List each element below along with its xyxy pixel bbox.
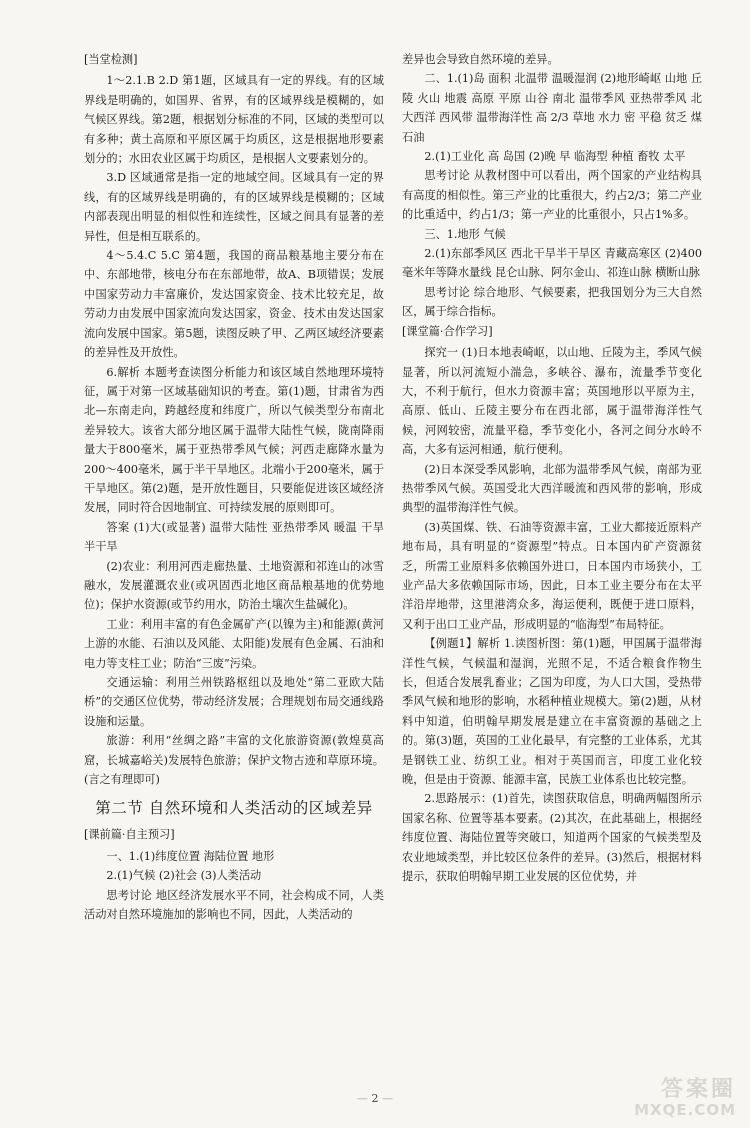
site-watermark <box>596 1077 736 1122</box>
discussion-answer-1-cont: 差异也会导致自然环境的差异。 <box>402 53 559 66</box>
discussion-answer-3: 思考讨论 综合地形、气候要素，把我国划分为三大自然区，属于综合指标。 <box>402 285 702 319</box>
preview-answer-section-3: 三、1.地形 气候 <box>424 227 506 241</box>
section-tag-in-class-test: [当堂检测] <box>84 53 138 66</box>
watermark-line-1: 答案圈 <box>660 1077 736 1102</box>
section-tag-pre-class: [课前篇·自主预习] <box>84 828 175 842</box>
section-title: 第二节 自然环境和人类活动的区域差异 <box>95 799 373 818</box>
answer-6-key: 答案 (1)大(或显著) 温带大陆性 亚热带季风 暖温 干旱 半干旱 <box>84 520 384 554</box>
discussion-answer-2: 思考讨论 从教材图中可以看出，两个国家的产业结构具有高度的相似性。第三产业的比重很大，约占2/3；第二产业的比重适中，约占1/3；第一产业的比重很小，只占1%多。 <box>402 169 702 222</box>
answer-1-2: 1～2.1.B 2.D 第1题，区域具有一定的界线。有的区域界线是明确的，如国界、省界，有的区域界线是模糊的，如气候区界线。第2题，根据划分标准的不同，区域的类型可以有多种；黄土高原和平原区属于均质区，这是根据地形要素划分的；水田农业区属于均质区，是根据人文要素划分的。 <box>84 74 384 166</box>
example-1-approach: 2.思路展示：(1)首先，读图获取信息，明确两幅图所示国家名称、位置等基本要素。(2)其次，在此基础上，根据经纬度位置、海陆位置等突破口，知道两个国家的气候类型及农业地域类型，并比较区位条件的差异。(3)然后，根据材料提示，获取伯明翰早期工业发展的区位优势，并 <box>402 792 702 884</box>
answer-4-5: 4～5.4.C 5.C 第4题，我国的商品粮基地主要分布在中、东部地带，核电分布在东部地带，故A、B项错误；发展中国家劳动力丰富廉价，发达国家资金、技术比较充足，故劳动力由发展中国家流向发达国家，资金、技术由发达国家流向发展中国家。第5题，读图反映了甲、乙两区域经济要素的差异性及开放性。 <box>84 249 384 360</box>
left-column <box>84 50 384 924</box>
answer-6-industry: 工业：利用丰富的有色金属矿产(以镍为主)和能源(黄河上游的水能、石油以及风能、太阳能)发展有色金属、石油和电力等支柱工业；防治“三废”污染。 <box>84 617 384 670</box>
discussion-answer-1: 思考讨论 地区经济发展水平不同，社会构成不同，人类活动对自然环境施加的影响也不同，因此，人类活动的 <box>84 888 384 922</box>
page-number: — 2 — <box>0 1092 750 1105</box>
preview-answer-section-2-item-2: 2.(1)工业化 高 岛国 (2)晚 早 临海型 种植 畜牧 太平 <box>424 150 686 164</box>
inquiry-1-part-1: 探究一 (1)日本地表崎岖，以山地、丘陵为主，季风气候显著，所以河流短小湍急，多峡谷、瀑布，流量季节变化大，不利于航行，但水力资源丰富；英国地形以平原为主，高原、低山、丘陵主要分布在西北部，属于温带海洋性气候，河网较密，流量平稳，季节变化小，各河之间分水岭不高，大多有运河相通，航行便利。 <box>402 346 702 457</box>
preview-answer-2: 2.(1)气候 (2)社会 (3)人类活动 <box>106 869 262 883</box>
example-1-analysis: 【例题1】解析 1.读图析图：第(1)题，甲国属于温带海洋性气候，气候温和湿润，光照不足，不适合粮食作物生长，但适合发展乳畜业；乙国为印度，为人口大国，受热带季风气候和地形的影响，水稻种植业规模大。第(2)题，从材料中知道，伯明翰早期发展是建立在丰富资源的基础之上的。第(3)题，英国的工业化最早，有完整的工业体系，尤其是钢铁工业、纺织工业。相对于英国而言，印度工业化较晚，但是由于资源、能源丰富，民族工业体系也比较完整。 <box>402 637 702 787</box>
right-column <box>402 50 702 886</box>
inquiry-1-part-3: (3)英国煤、铁、石油等资源丰富，工业大都接近原料产地布局，具有明显的“资源型”特点。日本国内矿产资源贫乏，所需工业原料多依赖国外进口，日本国内市场狭小，工业产品大多依赖国际市场，因此，日本工业主要分布在太平洋沿岸地带，这里港湾众多，海运便利，既便于进口原料，又利于出口工业产品，形成明显的“临海型”布局特征。 <box>402 520 702 631</box>
preview-answer-section-3-item-2: 2.(1)东部季风区 西北干旱半干旱区 青藏高寒区 (2)400毫米年等降水量线 昆仑山脉、阿尔金山、祁连山脉 横断山脉 <box>402 247 702 280</box>
watermark-line-2: MXQE.COM <box>634 1101 736 1119</box>
answer-6-tourism: 旅游：利用“丝绸之路”丰富的文化旅游资源(敦煌莫高窟，长城嘉峪关)发展特色旅游；保护文物古迹和草原环境。(言之有理即可) <box>84 734 384 787</box>
inquiry-1-part-2: (2)日本深受季风影响，北部为温带季风气候，南部为亚热带季风气候。英国受北大西洋暖流和西风带的影响，形成典型的温带海洋性气候。 <box>402 462 702 515</box>
answer-6-agriculture: (2)农业：利用河西走廊热量、土地资源和祁连山的冰雪融水，发展灌溉农业(或巩固西北地区商品粮基地的优势地位)；保护水资源(或节约用水，防治土壤次生盐碱化)。 <box>84 559 384 612</box>
preview-answer-1: 一、1.(1)纬度位置 海陆位置 地形 <box>106 849 275 863</box>
preview-answer-section-2: 二、1.(1)岛 面积 北温带 温暖湿润 (2)地形崎岖 山地 丘陵 火山 地震 高原 平原 山谷 南北 温带季风 亚热带季风 北大西洋 西风带 温带海洋性 高 2/3 草地 水力 密 平稳 贫乏 煤 石油 <box>402 72 702 144</box>
answer-6-transport: 交通运输：利用兰州铁路枢纽以及地处“第二亚欧大陆桥”的交通区位优势，带动经济发展；合理规划布局交通线路设施和运量。 <box>84 676 384 728</box>
answer-6-analysis: 6.解析 本题考查读图分析能力和该区域自然地理环境特征，属于对第一区域基础知识的考查。第(1)题，甘肃省为西北—东南走向，跨越经度和纬度广，所以气候类型分布南北差异较大。该省大部分地区属于温带大陆性气候，陇南降雨量大于800毫米，属于亚热带季风气候；河西走廊降水量为200～400毫米，属于半干旱地区。北端小于200毫米，属于干旱地区。第(2)题，是开放性题目，只要能促进该区域经济发展，同时符合因地制宜、可持续发展的原则即可。 <box>84 365 384 515</box>
section-tag-in-class: [课堂篇·合作学习] <box>402 324 493 338</box>
answer-3: 3.D 区域通常是指一定的地域空间。区域具有一定的界线，有的区域界线是明确的，有的区域界线是模糊的；区域内部表现出明显的相似性和连续性，区域之间具有显著的差异性，但是相互联系的。 <box>84 171 384 243</box>
